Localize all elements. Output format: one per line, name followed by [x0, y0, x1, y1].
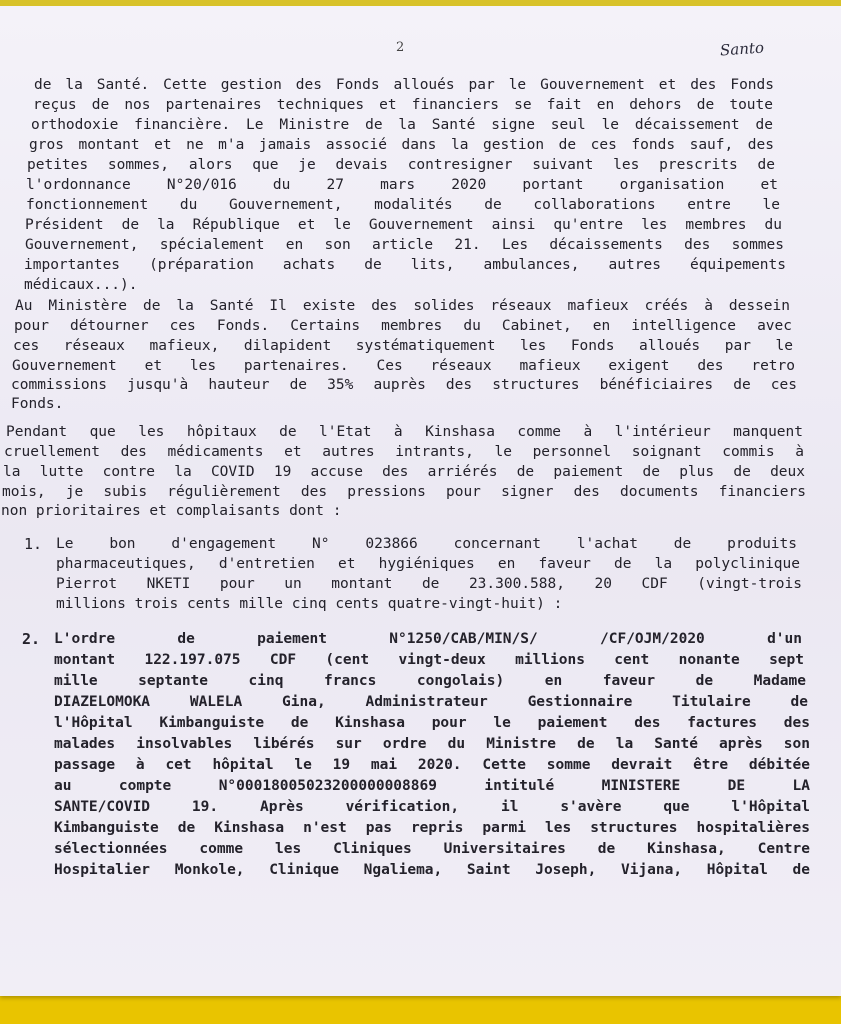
text-line: la lutte contre la COVID 19 accuse des arriérés de paiement de plus de deux [3, 464, 805, 480]
text-line: médicaux...). [24, 277, 138, 293]
text-line: importantes (préparation achats de lits, ambulances, autres équipements [24, 257, 786, 273]
text-line: millions trois cents mille cinq cents quatre-vingt-huit) : [56, 596, 563, 612]
text-line: sélectionnées comme les Cliniques Universitaires de Kinshasa, Centre [54, 841, 810, 857]
page-number: 2 [396, 40, 405, 55]
text-line: pharmaceutiques, d'entretien et hygiéniques en faveur de la polyclinique [56, 556, 800, 572]
text-line: reçus de nos partenaires techniques et financiers se fait en dehors de toute [33, 97, 773, 113]
text-line: Au Ministère de la Santé Il existe des solides réseaux mafieux créés à dessein [15, 298, 790, 314]
text-line: l'ordonnance N°20/016 du 27 mars 2020 portant organisation et [26, 177, 778, 193]
text-line: Fonds. [11, 396, 64, 412]
text-line: Pierrot NKETI pour un montant de 23.300.588, 20 CDF (vingt-trois [56, 576, 802, 592]
text-line: L'ordre de paiement N°1250/CAB/MIN/S/ /CF/OJM/2020 d'un [54, 631, 802, 647]
text-line: Président de la République et le Gouvernement ainsi qu'entre les membres du [25, 217, 782, 233]
text-line: commissions jusqu'à hauteur de 35% auprès des structures bénéficiaires de ces [11, 377, 797, 393]
text-line: orthodoxie financière. Le Ministre de la Santé signe seul le décaissement de [31, 117, 773, 133]
text-line: l'Hôpital Kimbanguiste de Kinshasa pour le paiement des factures des [54, 715, 810, 731]
text-line: au compte N°00018005023200000008869 intitulé MINISTERE DE LA [54, 778, 810, 794]
text-line: pour détourner ces Fonds. Certains membres du Cabinet, en intelligence avec [14, 318, 792, 334]
text-line: SANTE/COVID 19. Après vérification, il s'avère que l'Hôpital [54, 799, 810, 815]
list-number: 2. [22, 630, 41, 648]
list-number: 1. [24, 535, 43, 553]
text-line: non prioritaires et complaisants dont : [1, 503, 342, 519]
text-line: mille septante cinq francs congolais) en faveur de Madame [54, 673, 806, 689]
text-line: de la Santé. Cette gestion des Fonds alloués par le Gouvernement et des Fonds [34, 77, 774, 93]
text-line: DIAZELOMOKA WALELA Gina, Administrateur Gestionnaire Titulaire de [54, 694, 808, 710]
text-line: Pendant que les hôpitaux de l'Etat à Kinshasa comme à l'intérieur manquent [6, 424, 803, 440]
text-line: fonctionnement du Gouvernement, modalités de collaborations entre le [26, 197, 780, 213]
text-line: Kimbanguiste de Kinshasa n'est pas repris parmi les structures hospitalières [54, 820, 810, 836]
text-line: cruellement des médicaments et autres intrants, le personnel soignant commis à [4, 444, 804, 460]
text-line: montant 122.197.075 CDF (cent vingt-deux millions cent nonante sept [54, 652, 804, 668]
handwritten-initials: Santo [719, 38, 765, 60]
text-line: Hospitalier Monkole, Clinique Ngaliema, Saint Joseph, Vijana, Hôpital de [54, 862, 810, 878]
text-line: petites sommes, alors que je devais contresigner suivant les prescrits de [27, 157, 775, 173]
text-line: malades insolvables libérés sur ordre du Ministre de la Santé après son [54, 736, 810, 752]
text-line: mois, je subis régulièrement des pressions pour signer des documents financiers [2, 484, 806, 500]
text-line: Gouvernement, spécialement en son article 21. Les décaissements des sommes [25, 237, 784, 253]
text-line: Le bon d'engagement N° 023866 concernant l'achat de produits [56, 536, 797, 552]
text-line: gros montant et ne m'a jamais associé dans la gestion de ces fonds sauf, des [29, 137, 774, 153]
text-line: ces réseaux mafieux, dilapident systématiquement les Fonds alloués par le [13, 338, 793, 354]
text-line: passage à cet hôpital le 19 mai 2020. Cette somme devrait être débitée [54, 757, 810, 773]
text-line: Gouvernement et les partenaires. Ces réseaux mafieux exigent des retro [12, 358, 795, 374]
